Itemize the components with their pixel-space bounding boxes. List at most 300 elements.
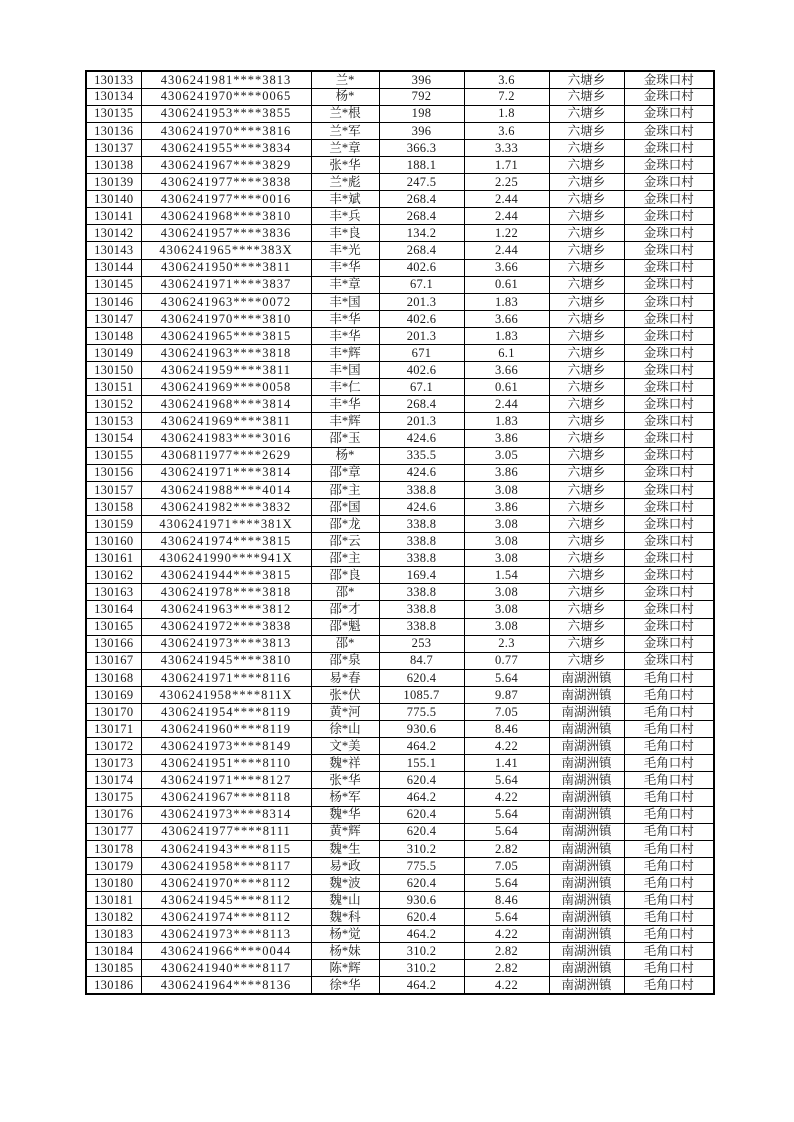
township-cell: 南湖洲镇 <box>549 857 624 874</box>
serial-cell: 130172 <box>86 738 141 755</box>
table-body <box>86 71 714 994</box>
township-cell: 南湖洲镇 <box>549 977 624 994</box>
area-cell: 0.61 <box>464 379 549 396</box>
amount-cell: 201.3 <box>379 413 464 430</box>
amount-cell: 268.4 <box>379 396 464 413</box>
serial-cell: 130162 <box>86 567 141 584</box>
id-number-cell: 4306241945****8112 <box>141 892 311 909</box>
table-row <box>86 122 714 139</box>
table-row <box>86 703 714 720</box>
amount-cell: 930.6 <box>379 721 464 738</box>
area-cell: 7.05 <box>464 703 549 720</box>
id-number-cell: 4306241968****3810 <box>141 208 311 225</box>
table-row <box>86 857 714 874</box>
village-cell: 金珠口村 <box>624 447 714 464</box>
village-cell: 金珠口村 <box>624 242 714 259</box>
village-cell: 毛角口村 <box>624 960 714 977</box>
village-cell: 金珠口村 <box>624 259 714 276</box>
area-cell: 5.64 <box>464 772 549 789</box>
village-cell: 金珠口村 <box>624 533 714 550</box>
id-number-cell: 4306241959****3811 <box>141 362 311 379</box>
village-cell: 毛角口村 <box>624 823 714 840</box>
area-cell: 5.64 <box>464 669 549 686</box>
amount-cell: 366.3 <box>379 139 464 156</box>
serial-cell: 130164 <box>86 601 141 618</box>
table-row <box>86 71 714 88</box>
township-cell: 六塘乡 <box>549 310 624 327</box>
name-cell: 杨* <box>311 447 379 464</box>
township-cell: 六塘乡 <box>549 533 624 550</box>
id-number-cell: 4306241955****3834 <box>141 139 311 156</box>
table-row <box>86 310 714 327</box>
name-cell: 丰*华 <box>311 327 379 344</box>
table-row <box>86 515 714 532</box>
id-number-cell: 4306241977****8111 <box>141 823 311 840</box>
serial-cell: 130153 <box>86 413 141 430</box>
area-cell: 3.66 <box>464 362 549 379</box>
id-number-cell: 4306241968****3814 <box>141 396 311 413</box>
serial-cell: 130151 <box>86 379 141 396</box>
serial-cell: 130148 <box>86 327 141 344</box>
name-cell: 丰*辉 <box>311 413 379 430</box>
area-cell: 8.46 <box>464 721 549 738</box>
name-cell: 易*政 <box>311 857 379 874</box>
amount-cell: 268.4 <box>379 242 464 259</box>
township-cell: 六塘乡 <box>549 635 624 652</box>
township-cell: 南湖洲镇 <box>549 738 624 755</box>
amount-cell: 67.1 <box>379 276 464 293</box>
id-number-cell: 4306241974****3815 <box>141 533 311 550</box>
name-cell: 黄*辉 <box>311 823 379 840</box>
table-row <box>86 601 714 618</box>
amount-cell: 620.4 <box>379 669 464 686</box>
village-cell: 金珠口村 <box>624 208 714 225</box>
area-cell: 9.87 <box>464 686 549 703</box>
village-cell: 金珠口村 <box>624 567 714 584</box>
table-row <box>86 686 714 703</box>
table-row <box>86 464 714 481</box>
area-cell: 3.86 <box>464 430 549 447</box>
table-row <box>86 276 714 293</box>
area-cell: 2.3 <box>464 635 549 652</box>
id-number-cell: 4306241971****3814 <box>141 464 311 481</box>
amount-cell: 253 <box>379 635 464 652</box>
serial-cell: 130146 <box>86 293 141 310</box>
amount-cell: 775.5 <box>379 703 464 720</box>
id-number-cell: 4306241953****3855 <box>141 105 311 122</box>
serial-cell: 130170 <box>86 703 141 720</box>
serial-cell: 130143 <box>86 242 141 259</box>
area-cell: 3.66 <box>464 310 549 327</box>
amount-cell: 201.3 <box>379 293 464 310</box>
village-cell: 金珠口村 <box>624 498 714 515</box>
table-row <box>86 652 714 669</box>
area-cell: 5.64 <box>464 806 549 823</box>
area-cell: 7.2 <box>464 88 549 105</box>
area-cell: 2.44 <box>464 242 549 259</box>
township-cell: 六塘乡 <box>549 105 624 122</box>
village-cell: 金珠口村 <box>624 88 714 105</box>
name-cell: 兰*彪 <box>311 174 379 191</box>
name-cell: 魏*科 <box>311 909 379 926</box>
name-cell: 张*伏 <box>311 686 379 703</box>
amount-cell: 464.2 <box>379 977 464 994</box>
name-cell: 邵*国 <box>311 498 379 515</box>
serial-cell: 130183 <box>86 926 141 943</box>
id-number-cell: 4306241944****3815 <box>141 567 311 584</box>
serial-cell: 130167 <box>86 652 141 669</box>
township-cell: 六塘乡 <box>549 584 624 601</box>
area-cell: 3.08 <box>464 584 549 601</box>
amount-cell: 169.4 <box>379 567 464 584</box>
village-cell: 金珠口村 <box>624 413 714 430</box>
area-cell: 4.22 <box>464 926 549 943</box>
name-cell: 丰*国 <box>311 293 379 310</box>
township-cell: 六塘乡 <box>549 259 624 276</box>
amount-cell: 620.4 <box>379 823 464 840</box>
id-number-cell: 4306241954****8119 <box>141 703 311 720</box>
village-cell: 毛角口村 <box>624 926 714 943</box>
table-row <box>86 327 714 344</box>
table-row <box>86 721 714 738</box>
township-cell: 六塘乡 <box>549 174 624 191</box>
amount-cell: 338.8 <box>379 515 464 532</box>
serial-cell: 130158 <box>86 498 141 515</box>
table-row <box>86 242 714 259</box>
table-row <box>86 909 714 926</box>
id-number-cell: 4306241982****3832 <box>141 498 311 515</box>
area-cell: 2.44 <box>464 396 549 413</box>
id-number-cell: 4306241970****8112 <box>141 874 311 891</box>
serial-cell: 130181 <box>86 892 141 909</box>
amount-cell: 671 <box>379 345 464 362</box>
id-number-cell: 4306811977****2629 <box>141 447 311 464</box>
area-cell: 1.22 <box>464 225 549 242</box>
id-number-cell: 4306241988****4014 <box>141 481 311 498</box>
area-cell: 5.64 <box>464 874 549 891</box>
table-row <box>86 396 714 413</box>
name-cell: 邵*良 <box>311 567 379 584</box>
name-cell: 丰*国 <box>311 362 379 379</box>
name-cell: 魏*山 <box>311 892 379 909</box>
area-cell: 1.41 <box>464 755 549 772</box>
township-cell: 六塘乡 <box>549 618 624 635</box>
id-number-cell: 4306241945****3810 <box>141 652 311 669</box>
table-row <box>86 567 714 584</box>
serial-cell: 130149 <box>86 345 141 362</box>
area-cell: 2.82 <box>464 943 549 960</box>
serial-cell: 130179 <box>86 857 141 874</box>
amount-cell: 268.4 <box>379 208 464 225</box>
area-cell: 4.22 <box>464 738 549 755</box>
village-cell: 毛角口村 <box>624 840 714 857</box>
name-cell: 文*美 <box>311 738 379 755</box>
amount-cell: 402.6 <box>379 362 464 379</box>
name-cell: 邵* <box>311 584 379 601</box>
village-cell: 金珠口村 <box>624 550 714 567</box>
serial-cell: 130186 <box>86 977 141 994</box>
township-cell: 六塘乡 <box>549 88 624 105</box>
township-cell: 六塘乡 <box>549 652 624 669</box>
township-cell: 南湖洲镇 <box>549 909 624 926</box>
amount-cell: 396 <box>379 122 464 139</box>
id-number-cell: 4306241963****3818 <box>141 345 311 362</box>
table-row <box>86 840 714 857</box>
serial-cell: 130180 <box>86 874 141 891</box>
name-cell: 魏*华 <box>311 806 379 823</box>
serial-cell: 130171 <box>86 721 141 738</box>
table-row <box>86 789 714 806</box>
id-number-cell: 4306241974****8112 <box>141 909 311 926</box>
village-cell: 毛角口村 <box>624 977 714 994</box>
id-number-cell: 4306241967****3829 <box>141 156 311 173</box>
area-cell: 6.1 <box>464 345 549 362</box>
id-number-cell: 4306241958****8117 <box>141 857 311 874</box>
table-row <box>86 874 714 891</box>
name-cell: 兰*章 <box>311 139 379 156</box>
area-cell: 3.08 <box>464 550 549 567</box>
township-cell: 六塘乡 <box>549 242 624 259</box>
name-cell: 张*华 <box>311 156 379 173</box>
name-cell: 丰*兵 <box>311 208 379 225</box>
table-row <box>86 139 714 156</box>
area-cell: 1.83 <box>464 413 549 430</box>
area-cell: 1.71 <box>464 156 549 173</box>
amount-cell: 424.6 <box>379 464 464 481</box>
name-cell: 邵*云 <box>311 533 379 550</box>
area-cell: 3.08 <box>464 515 549 532</box>
township-cell: 六塘乡 <box>549 122 624 139</box>
village-cell: 毛角口村 <box>624 755 714 772</box>
id-number-cell: 4306241970****0065 <box>141 88 311 105</box>
township-cell: 南湖洲镇 <box>549 686 624 703</box>
township-cell: 六塘乡 <box>549 71 624 88</box>
township-cell: 南湖洲镇 <box>549 926 624 943</box>
serial-cell: 130138 <box>86 156 141 173</box>
amount-cell: 402.6 <box>379 310 464 327</box>
name-cell: 丰*华 <box>311 396 379 413</box>
serial-cell: 130159 <box>86 515 141 532</box>
serial-cell: 130135 <box>86 105 141 122</box>
amount-cell: 1085.7 <box>379 686 464 703</box>
amount-cell: 310.2 <box>379 960 464 977</box>
serial-cell: 130155 <box>86 447 141 464</box>
id-number-cell: 4306241973****8113 <box>141 926 311 943</box>
amount-cell: 134.2 <box>379 225 464 242</box>
township-cell: 南湖洲镇 <box>549 789 624 806</box>
serial-cell: 130175 <box>86 789 141 806</box>
village-cell: 金珠口村 <box>624 345 714 362</box>
township-cell: 六塘乡 <box>549 481 624 498</box>
id-number-cell: 4306241963****0072 <box>141 293 311 310</box>
amount-cell: 338.8 <box>379 584 464 601</box>
id-number-cell: 4306241981****3813 <box>141 71 311 88</box>
village-cell: 金珠口村 <box>624 652 714 669</box>
name-cell: 易*春 <box>311 669 379 686</box>
id-number-cell: 4306241971****3837 <box>141 276 311 293</box>
table-row <box>86 669 714 686</box>
table-row <box>86 618 714 635</box>
township-cell: 南湖洲镇 <box>549 960 624 977</box>
serial-cell: 130139 <box>86 174 141 191</box>
village-cell: 金珠口村 <box>624 156 714 173</box>
name-cell: 邵*主 <box>311 550 379 567</box>
table-row <box>86 635 714 652</box>
amount-cell: 930.6 <box>379 892 464 909</box>
table-row <box>86 738 714 755</box>
area-cell: 1.83 <box>464 327 549 344</box>
name-cell: 邵*龙 <box>311 515 379 532</box>
area-cell: 1.83 <box>464 293 549 310</box>
amount-cell: 268.4 <box>379 191 464 208</box>
village-cell: 毛角口村 <box>624 703 714 720</box>
amount-cell: 464.2 <box>379 738 464 755</box>
name-cell: 徐*山 <box>311 721 379 738</box>
area-cell: 3.08 <box>464 533 549 550</box>
id-number-cell: 4306241970****3816 <box>141 122 311 139</box>
table-row <box>86 447 714 464</box>
name-cell: 杨*觉 <box>311 926 379 943</box>
serial-cell: 130173 <box>86 755 141 772</box>
village-cell: 毛角口村 <box>624 721 714 738</box>
table-row <box>86 362 714 379</box>
township-cell: 南湖洲镇 <box>549 669 624 686</box>
table-row <box>86 225 714 242</box>
amount-cell: 247.5 <box>379 174 464 191</box>
village-cell: 毛角口村 <box>624 686 714 703</box>
township-cell: 六塘乡 <box>549 464 624 481</box>
table-row <box>86 584 714 601</box>
village-cell: 毛角口村 <box>624 857 714 874</box>
area-cell: 3.6 <box>464 122 549 139</box>
serial-cell: 130147 <box>86 310 141 327</box>
name-cell: 邵*玉 <box>311 430 379 447</box>
name-cell: 魏*祥 <box>311 755 379 772</box>
id-number-cell: 4306241970****3810 <box>141 310 311 327</box>
id-number-cell: 4306241971****8116 <box>141 669 311 686</box>
township-cell: 南湖洲镇 <box>549 840 624 857</box>
amount-cell: 198 <box>379 105 464 122</box>
area-cell: 0.61 <box>464 276 549 293</box>
table-row <box>86 259 714 276</box>
amount-cell: 155.1 <box>379 755 464 772</box>
village-cell: 金珠口村 <box>624 139 714 156</box>
township-cell: 六塘乡 <box>549 293 624 310</box>
village-cell: 毛角口村 <box>624 669 714 686</box>
township-cell: 六塘乡 <box>549 396 624 413</box>
id-number-cell: 4306241964****8136 <box>141 977 311 994</box>
id-number-cell: 4306241977****0016 <box>141 191 311 208</box>
name-cell: 魏*生 <box>311 840 379 857</box>
serial-cell: 130144 <box>86 259 141 276</box>
amount-cell: 424.6 <box>379 430 464 447</box>
name-cell: 丰*章 <box>311 276 379 293</box>
serial-cell: 130140 <box>86 191 141 208</box>
name-cell: 丰*辉 <box>311 345 379 362</box>
amount-cell: 464.2 <box>379 789 464 806</box>
name-cell: 邵*泉 <box>311 652 379 669</box>
village-cell: 金珠口村 <box>624 481 714 498</box>
name-cell: 邵*才 <box>311 601 379 618</box>
area-cell: 3.86 <box>464 464 549 481</box>
serial-cell: 130185 <box>86 960 141 977</box>
id-number-cell: 4306241943****8115 <box>141 840 311 857</box>
township-cell: 南湖洲镇 <box>549 703 624 720</box>
village-cell: 金珠口村 <box>624 464 714 481</box>
name-cell: 魏*波 <box>311 874 379 891</box>
table-row <box>86 156 714 173</box>
table-row <box>86 481 714 498</box>
township-cell: 六塘乡 <box>549 225 624 242</box>
village-cell: 金珠口村 <box>624 276 714 293</box>
area-cell: 0.77 <box>464 652 549 669</box>
id-number-cell: 4306241966****0044 <box>141 943 311 960</box>
serial-cell: 130137 <box>86 139 141 156</box>
area-cell: 2.82 <box>464 960 549 977</box>
village-cell: 金珠口村 <box>624 327 714 344</box>
village-cell: 金珠口村 <box>624 122 714 139</box>
id-number-cell: 4306241973****8149 <box>141 738 311 755</box>
amount-cell: 424.6 <box>379 498 464 515</box>
name-cell: 杨*军 <box>311 789 379 806</box>
village-cell: 毛角口村 <box>624 738 714 755</box>
serial-cell: 130154 <box>86 430 141 447</box>
table-row <box>86 208 714 225</box>
name-cell: 兰* <box>311 71 379 88</box>
village-cell: 毛角口村 <box>624 789 714 806</box>
serial-cell: 130152 <box>86 396 141 413</box>
id-number-cell: 4306241960****8119 <box>141 721 311 738</box>
amount-cell: 310.2 <box>379 943 464 960</box>
table-row <box>86 823 714 840</box>
township-cell: 南湖洲镇 <box>549 721 624 738</box>
serial-cell: 130168 <box>86 669 141 686</box>
serial-cell: 130165 <box>86 618 141 635</box>
serial-cell: 130176 <box>86 806 141 823</box>
table-row <box>86 755 714 772</box>
amount-cell: 188.1 <box>379 156 464 173</box>
id-number-cell: 4306241965****383X <box>141 242 311 259</box>
name-cell: 丰*华 <box>311 259 379 276</box>
name-cell: 兰*根 <box>311 105 379 122</box>
area-cell: 3.08 <box>464 601 549 618</box>
area-cell: 3.86 <box>464 498 549 515</box>
table-row <box>86 379 714 396</box>
amount-cell: 201.3 <box>379 327 464 344</box>
village-cell: 金珠口村 <box>624 225 714 242</box>
table-row <box>86 191 714 208</box>
serial-cell: 130145 <box>86 276 141 293</box>
amount-cell: 396 <box>379 71 464 88</box>
area-cell: 1.54 <box>464 567 549 584</box>
township-cell: 六塘乡 <box>549 208 624 225</box>
village-cell: 金珠口村 <box>624 430 714 447</box>
township-cell: 六塘乡 <box>549 413 624 430</box>
table-row <box>86 174 714 191</box>
area-cell: 3.08 <box>464 481 549 498</box>
amount-cell: 338.8 <box>379 550 464 567</box>
name-cell: 丰*光 <box>311 242 379 259</box>
serial-cell: 130141 <box>86 208 141 225</box>
amount-cell: 67.1 <box>379 379 464 396</box>
table-row <box>86 88 714 105</box>
area-cell: 1.8 <box>464 105 549 122</box>
table-row <box>86 105 714 122</box>
serial-cell: 130177 <box>86 823 141 840</box>
name-cell: 丰*华 <box>311 310 379 327</box>
table-row <box>86 926 714 943</box>
amount-cell: 84.7 <box>379 652 464 669</box>
